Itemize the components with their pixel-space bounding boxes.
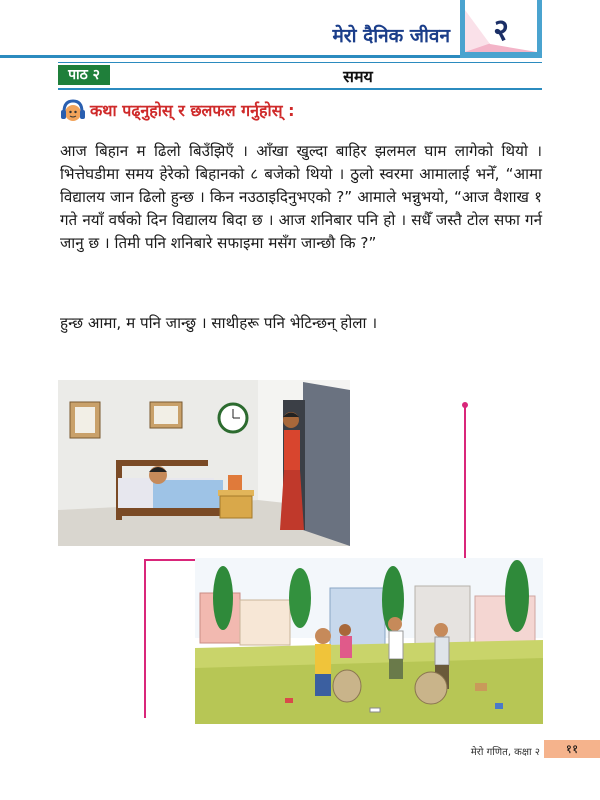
unit-number-box [460,0,542,58]
cleaning-illustration [195,558,543,724]
unit-number: २ [493,13,509,48]
lesson-rule [58,88,542,90]
story-paragraph-1: आज बिहान म ढिलो बिउँझिएँ । आँखा खुल्दा बाहिर झलमल घाम लागेको थियो । भित्तेघडीमा समय हेरेको बिहानको ८ बजेको थियो । ठुलो स्वरमा आमालाई भनेँ, “आमा विद्यालय जान ढिलो हुन्छ । किन नउठाइदिनुभएको ?” आमाले भन्नुभयो, “आज वैशाख १ गते नयाँ वर्षको दिन विद्यालय बिदा छ । आज शनिबार पनि हो । सधैँ जस्तै टोल सफा गर्न जानु छ । तिमी पनि शनिबारे सफाइमा मसँग जान्छौ कि ?” [60,142,542,252]
chapter-title: मेरो दैनिक जीवन [332,25,450,47]
instruction-text: कथा पढ्नुहोस् र छलफल गर्नुहोस् : [90,101,295,120]
page-number: ११ [544,740,600,758]
story-paragraph-2: हुन्छ आमा, म पनि जान्छु । साथीहरू पनि भेटिन्छन् होला । [60,314,378,332]
lesson-title: समय [343,67,373,86]
bedroom-illustration [58,380,350,546]
lesson-header [58,62,542,85]
lesson-tab: पाठ २ [58,65,110,85]
footer-book-label: मेरो गणित, कक्षा २ [470,747,540,758]
headphones-icon [60,98,86,126]
header-rule [0,55,460,58]
